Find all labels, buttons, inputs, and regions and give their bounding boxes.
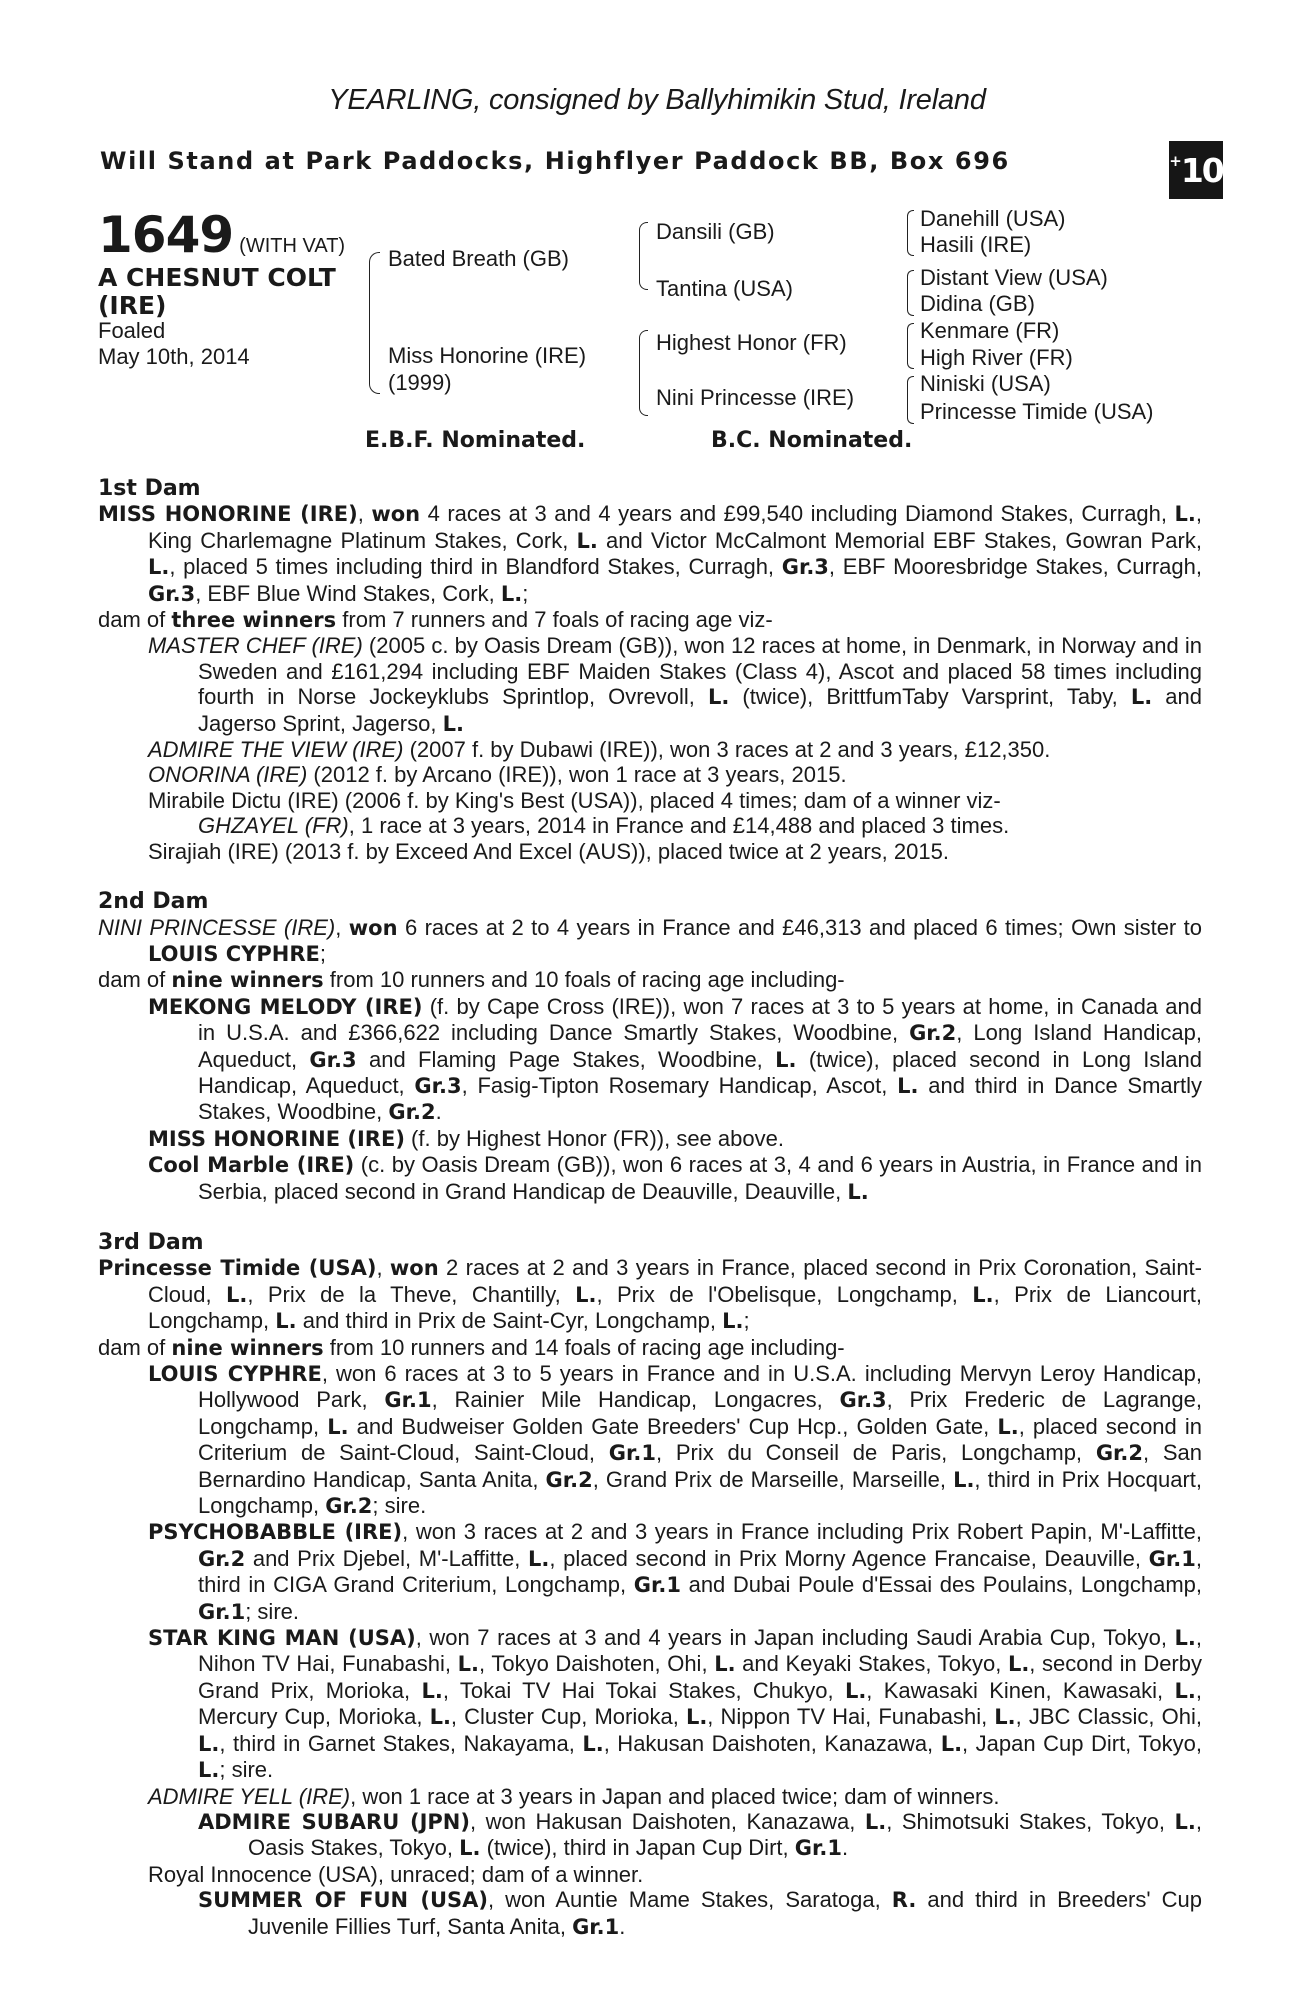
bc-nominated: B.C. Nominated.	[711, 428, 913, 453]
pedigree-dam-sire: Highest Honor (FR)	[656, 330, 847, 355]
dam1-heading: 1st Dam	[98, 476, 201, 501]
pedigree-sire-dam: Tantina (USA)	[656, 276, 793, 301]
dam1-grandproduce-item: GHZAYEL (FR), 1 race at 3 years, 2014 in France and £14,488 and placed 3 times.	[198, 813, 1010, 839]
horse-description	[98, 264, 336, 320]
dam3-produce-item: LOUIS CYPHRE, won 6 races at 3 to 5 years in France and in U.S.A. including Mervyn Leroy Handicap, Hollywood Park, Gr.1, Rainier Mile Handicap, Longacres, Gr.3, Prix Frederic de Lagrange, Longchamp, L. and Budweiser Golden Gate Breeders' Cup Hcp., Golden Gate, L., placed second in Criterium de Saint-Cloud, Saint-Cloud, Gr.1, Prix du Conseil de Paris, Longchamp, Gr.2, San Bernardino Handicap, Santa Anita, Gr.2, Grand Prix de Marseille, Marseille, L., third in Prix Hocquart, Longchamp, Gr.2; sire.	[148, 1361, 1203, 1519]
pedigree-g3-1: Danehill (USA)	[920, 206, 1066, 231]
lot-number: 1649	[98, 206, 234, 264]
pedigree-brace-g3-2	[907, 270, 914, 316]
dam2-heading: 2nd Dam	[98, 889, 209, 915]
pedigree-dam-year: (1999)	[388, 370, 452, 395]
dam3-produce-item: ADMIRE YELL (IRE), won 1 race at 3 years in Japan and placed twice; dam of winners.	[148, 1783, 1000, 1809]
pedigree-g3-5: Kenmare (FR)	[920, 318, 1060, 343]
dam1-produce-item: ONORINA (IRE) (2012 f. by Arcano (IRE)), won 1 race at 3 years, 2015.	[148, 762, 847, 788]
consignor-subtitle: YEARLING, consigned by Ballyhimikin Stud, Ireland	[328, 84, 986, 116]
dam1-produce-item: Sirajiah (IRE) (2013 f. by Exceed And Excel (AUS)), placed twice at 2 years, 2015.	[148, 838, 949, 864]
dam2-produce-summary: dam of nine winners from 10 runners and 10 foals of racing age including-	[98, 967, 845, 993]
foaled-info	[98, 318, 250, 370]
foaled-date: May 10th, 2014	[98, 344, 250, 369]
foaled-label: Foaled	[98, 318, 166, 343]
lot-number-line	[98, 206, 345, 264]
ebf-nominated: E.B.F. Nominated.	[365, 428, 586, 453]
vat-note: (WITH VAT)	[239, 235, 346, 257]
pedigree-g3-4: Didina (GB)	[920, 291, 1035, 316]
pedigree-g3-7: Niniski (USA)	[920, 371, 1051, 396]
dam2-produce-item: MEKONG MELODY (IRE) (f. by Cape Cross (IRE)), won 7 races at 3 to 5 years at home, in Canada and in U.S.A. and £366,622 including Dance Smartly Stakes, Woodbine, Gr.2, Long Island Handicap, Aqueduct, Gr.3 and Flaming Page Stakes, Woodbine, L. (twice), placed second in Long Island Handicap, Aqueduct, Gr.3, Fasig-Tipton Rosemary Handicap, Ascot, L. and third in Dance Smartly Stakes, Woodbine, Gr.2.	[148, 993, 1203, 1125]
horse-desc-line2: (IRE)	[98, 291, 167, 320]
pedigree-g3-6: High River (FR)	[920, 345, 1073, 370]
pedigree-brace-sire	[639, 222, 648, 290]
dam3-produce-item: STAR KING MAN (USA), won 7 races at 3 and 4 years in Japan including Saudi Arabia Cup, Tokyo, L., Nihon TV Hai, Funabashi, L., Tokyo Daishoten, Ohi, L. and Keyaki Stakes, Tokyo, L., second in Derby Grand Prix, Morioka, L., Tokai TV Hai Tokai Stakes, Chukyo, L., Kawasaki Kinen, Kawasaki, L., Mercury Cup, Morioka, L., Cluster Cup, Morioka, L., Nippon TV Hai, Funabashi, L., JBC Classic, Ohi, L., third in Garnet Stakes, Nakayama, L., Hakusan Daishoten, Kanazawa, L., Japan Cup Dirt, Tokyo, L.; sire.	[148, 1625, 1202, 1783]
dam1-produce-item: MASTER CHEF (IRE) (2005 c. by Oasis Dream (GB)), won 12 races at home, in Denmark, in Norway and in Sweden and £161,294 including EBF Maiden Stakes (Class 4), Ascot and placed 58 times including fourth in Norse Jockeyklubs Sprintlop, Ovrevoll, L. (twice), BrittfumTaby Varsprint, Taby, L. and Jagerso Sprint, Jagerso, L.	[148, 633, 1202, 736]
pedigree-brace-dam	[639, 330, 648, 416]
badge-plus: +	[1169, 152, 1180, 170]
dam3-produce-item: PSYCHOBABBLE (IRE), won 3 races at 2 and 3 years in France including Prix Robert Papin, M'-Laffitte, Gr.2 and Prix Djebel, M'-Laffitte, L., placed second in Prix Morny Agence Francaise, Deauville, Gr.1, third in CIGA Grand Criterium, Longchamp, Gr.1 and Dubai Poule d'Essai des Poulains, Longchamp, Gr.1; sire.	[148, 1519, 1202, 1624]
pedigree-sire: Bated Breath (GB)	[388, 246, 569, 271]
stand-location: Will Stand at Park Paddocks, Highflyer Paddock BB, Box 696	[100, 147, 1010, 175]
dam3-produce-item: Royal Innocence (USA), unraced; dam of a winner.	[148, 1861, 644, 1887]
dam1-record: MISS HONORINE (IRE), won 4 races at 3 and 4 years and £99,540 including Diamond Stakes, Curragh, L., King Charlemagne Platinum Stakes, Cork, L. and Victor McCalmont Memorial EBF Stakes, Gowran Park, L., placed 5 times including third in Blandford Stakes, Curragh, Gr.3, EBF Mooresbridge Stakes, Curragh, Gr.3, EBF Blue Wind Stakes, Cork, L.;	[98, 501, 1202, 606]
dam1-produce-item: Mirabile Dictu (IRE) (2006 f. by King's Best (USA)), placed 4 times; dam of a winner viz-	[148, 787, 1001, 813]
dam3-heading: 3rd Dam	[98, 1229, 204, 1255]
pedigree-g3-8: Princesse Timide (USA)	[920, 399, 1154, 424]
pedigree-brace-g3-3	[907, 323, 914, 369]
pedigree-brace-g3-1	[907, 210, 914, 256]
pedigree-brace-g3-4	[907, 376, 914, 424]
pedigree-sire-sire: Dansili (GB)	[656, 219, 775, 244]
dam3-record: Princesse Timide (USA), won 2 races at 2 and 3 years in France, placed second in Prix Coronation, Saint-Cloud, L., Prix de la Theve, Chantilly, L., Prix de l'Obelisque, Longchamp, L., Prix de Liancourt, Longchamp, L. and third in Prix de Saint-Cyr, Longchamp, L.;	[98, 1255, 1202, 1334]
produce-record	[98, 476, 1202, 1940]
pedigree-dam-dam: Nini Princesse (IRE)	[656, 385, 855, 410]
dam2-record: NINI PRINCESSE (IRE), won 6 races at 2 to 4 years in France and £46,313 and placed 6 times; Own sister to LOUIS CYPHRE;	[98, 914, 1202, 966]
dam2-produce-item: MISS HONORINE (IRE) (f. by Highest Honor (FR)), see above.	[148, 1125, 784, 1151]
horse-desc-line1: A CHESNUT COLT	[98, 263, 336, 292]
dam2-produce-item: Cool Marble (IRE) (c. by Oasis Dream (GB)), won 6 races at 3, 4 and 6 years in Austria, in France and in Serbia, placed second in Grand Handicap de Deauville, Deauville, L.	[148, 1152, 1202, 1204]
lot-badge	[1169, 141, 1223, 199]
dam3-produce-summary: dam of nine winners from 10 runners and 14 foals of racing age including-	[98, 1334, 845, 1360]
dam3-grandproduce-item: SUMMER OF FUN (USA), won Auntie Mame Stakes, Saratoga, R. and third in Breeders' Cup Juvenile Fillies Turf, Santa Anita, Gr.1.	[198, 1887, 1202, 1939]
pedigree-brace-main	[369, 252, 380, 394]
badge-number: 10	[1180, 150, 1223, 190]
dam1-produce-summary: dam of three winners from 7 runners and 7 foals of racing age viz-	[98, 607, 773, 633]
pedigree-dam: Miss Honorine (IRE)	[388, 343, 587, 368]
dam1-produce-item: ADMIRE THE VIEW (IRE) (2007 f. by Dubawi (IRE)), won 3 races at 2 and 3 years, £12,350.	[148, 737, 1051, 763]
pedigree-g3-3: Distant View (USA)	[920, 265, 1108, 290]
pedigree-g3-2: Hasili (IRE)	[920, 232, 1032, 257]
dam3-grandproduce-item: ADMIRE SUBARU (JPN), won Hakusan Daishoten, Kanazawa, L., Shimotsuki Stakes, Tokyo, L., Oasis Stakes, Tokyo, L. (twice), third in Japan Cup Dirt, Gr.1.	[198, 1808, 1202, 1861]
